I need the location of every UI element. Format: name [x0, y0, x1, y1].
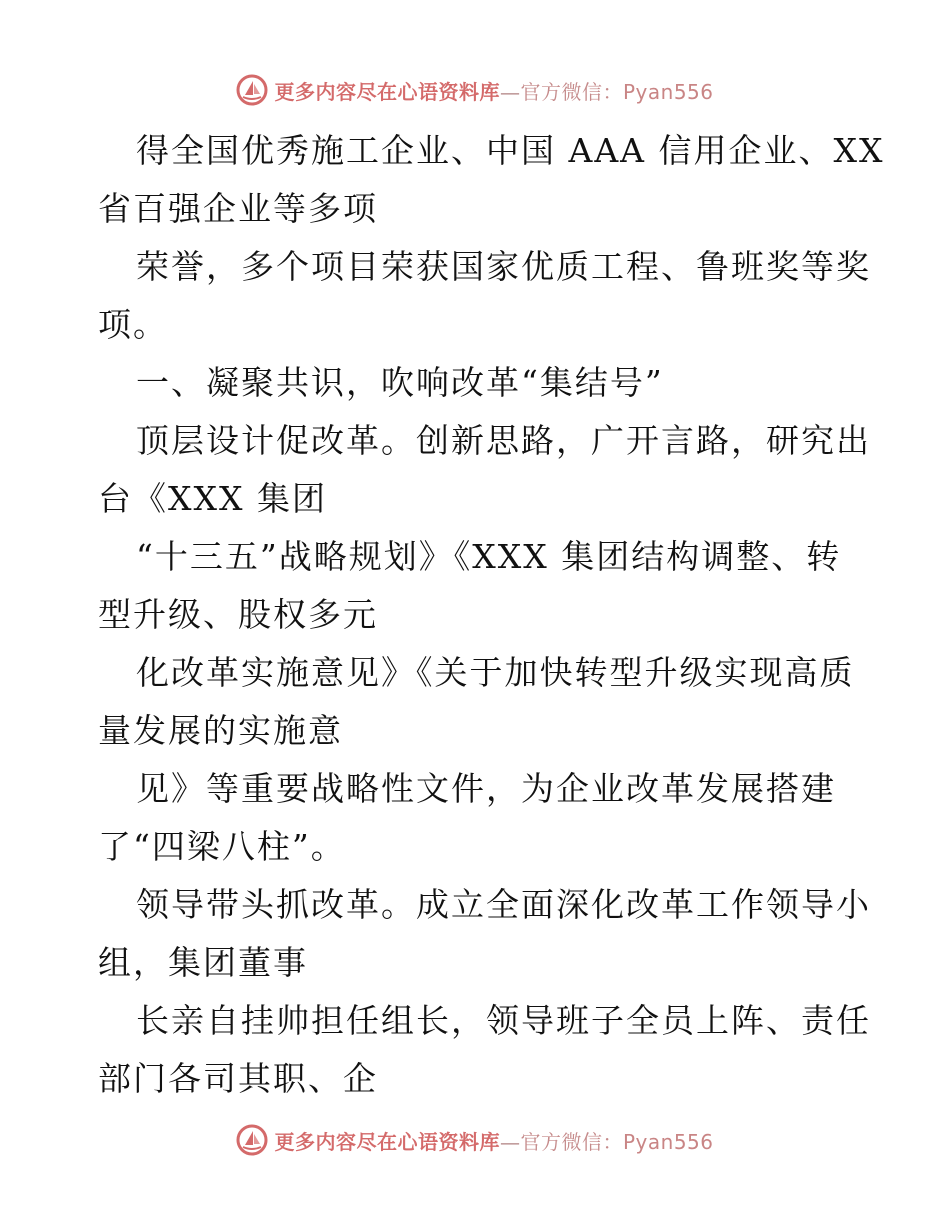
watermark-site-text: 更多内容尽在心语资料库 [274, 1129, 500, 1154]
paragraph [98, 238, 871, 354]
paragraph [98, 876, 871, 992]
paragraph-first-line: 见》等重要战略性文件，为企业改革发展搭建 [136, 769, 836, 808]
paragraph [98, 412, 871, 528]
paragraph-continuation: 部门各司其职、企 [98, 1059, 378, 1098]
watermark-footer [0, 1120, 950, 1160]
document-body [98, 122, 885, 1108]
section-heading-text: 一、凝聚共识，吹响改革“集结号” [136, 363, 664, 402]
paragraph [98, 992, 871, 1108]
paragraph-first-line: 化改革实施意见》《关于加快转型升级实现高质 [136, 653, 855, 692]
watermark-header [0, 70, 950, 110]
paragraph-continuation: 量发展的实施意 [98, 711, 343, 750]
watermark-wechat-label: 官方微信： [520, 79, 623, 104]
paragraph [98, 122, 885, 238]
paragraph [98, 528, 858, 644]
watermark-text [274, 1126, 713, 1155]
paragraph-continuation: 了“四梁八柱”。 [98, 827, 346, 866]
paragraph-first-line: 得全国优秀施工企业、中国 AAA 信用企业、XX [136, 131, 885, 170]
paragraph [98, 760, 858, 876]
paragraph-continuation: 项。 [98, 305, 168, 344]
watermark-text [274, 76, 713, 105]
watermark-dash: — [499, 1129, 521, 1154]
watermark-site-text: 更多内容尽在心语资料库 [274, 79, 500, 104]
watermark-wechat-handle: Pyan556 [622, 79, 714, 104]
paragraph-continuation: 型升级、股权多元 [98, 595, 378, 634]
section-heading [98, 354, 858, 412]
paragraph-continuation: 组，集团董事 [98, 943, 308, 982]
paragraph-first-line: “十三五”战略规划》《XXX 集团结构调整、转 [136, 537, 842, 576]
paragraph-first-line: 长亲自挂帅担任组长，领导班子全员上阵、责任 [136, 1001, 871, 1040]
watermark-dash: — [499, 79, 521, 104]
sailboat-logo-icon [236, 74, 268, 106]
sailboat-logo-icon [236, 1124, 268, 1156]
paragraph-first-line: 领导带头抓改革。成立全面深化改革工作领导小 [136, 885, 871, 924]
paragraph [98, 644, 858, 760]
watermark-wechat-label: 官方微信： [520, 1129, 623, 1154]
paragraph-continuation: 省百强企业等多项 [98, 189, 378, 228]
watermark-wechat-handle: Pyan556 [622, 1129, 714, 1154]
paragraph-continuation: 台《XXX 集团 [98, 479, 327, 518]
paragraph-first-line: 顶层设计促改革。创新思路，广开言路，研究出 [136, 421, 871, 460]
paragraph-first-line: 荣誉，多个项目荣获国家优质工程、鲁班奖等奖 [136, 247, 871, 286]
